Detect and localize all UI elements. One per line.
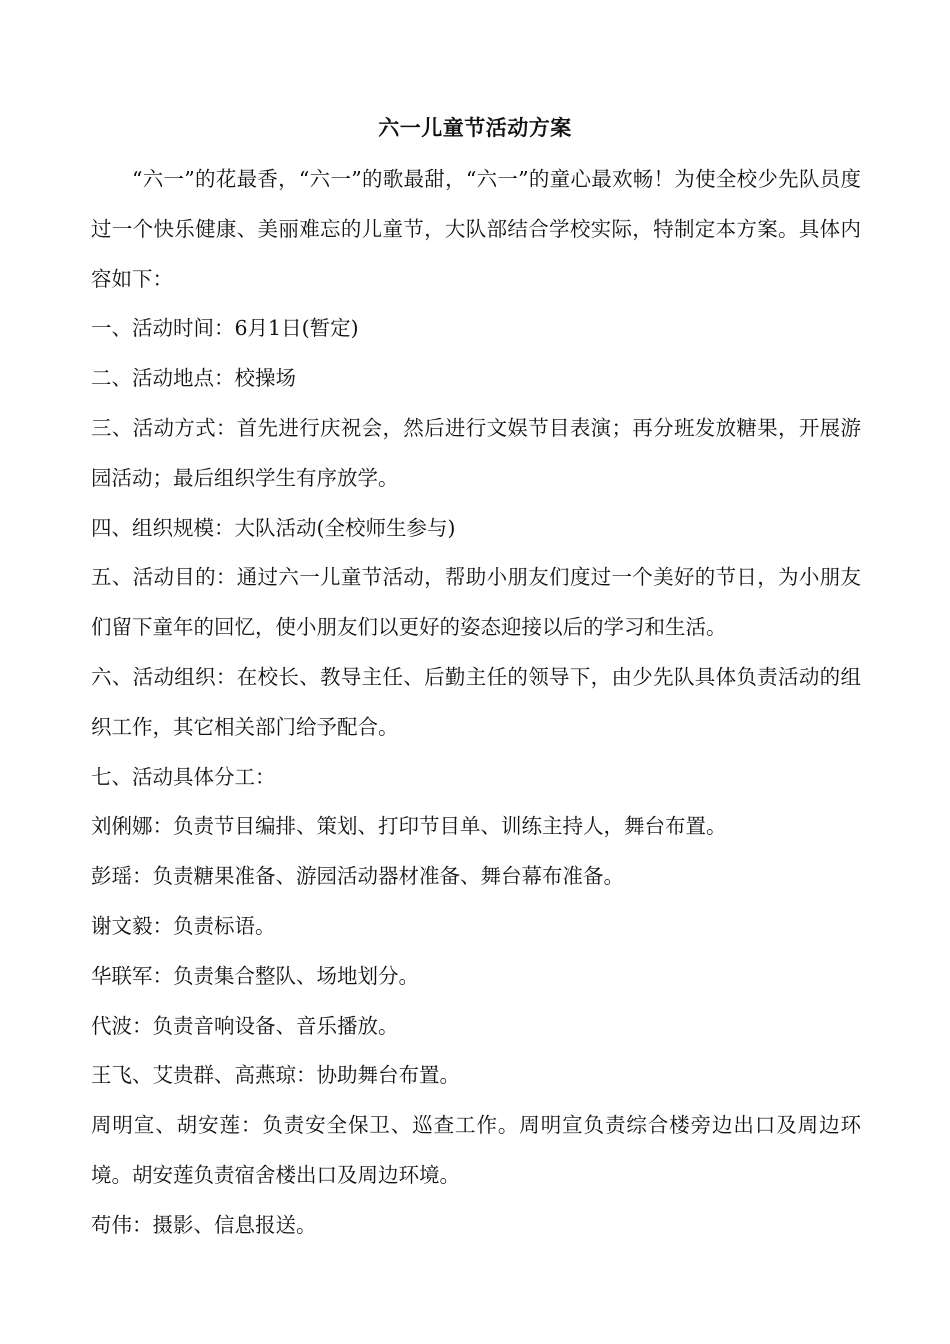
assignment-item: 谢文毅：负责标语。 xyxy=(91,913,276,938)
activity-method: 三、活动方式：首先进行庆祝会，然后进行文娱节目表演；再分班发放糖果，开展游园活动；最后组织学生有序放学。 xyxy=(91,415,861,490)
assignment-item: 华联军：负责集合整队、场地划分。 xyxy=(91,963,419,988)
document-body xyxy=(91,155,861,1251)
document-title: 六一儿童节活动方案 xyxy=(378,115,572,140)
assignment-item: 周明宣、胡安莲：负责安全保卫、巡查工作。周明宣负责综合楼旁边出口及周边环境。胡安莲负责宿舍楼出口及周边环境。 xyxy=(91,1113,861,1187)
activity-scale: 四、组织规模：大队活动(全校师生参与) xyxy=(91,515,456,540)
activity-time: 一、活动时间：6月1日(暂定) xyxy=(91,316,359,341)
activity-location: 二、活动地点：校操场 xyxy=(91,366,296,391)
assignment-item: 苟伟：摄影、信息报送。 xyxy=(91,1212,317,1237)
assignment-item: 代波：负责音响设备、音乐播放。 xyxy=(91,1013,399,1038)
assignment-item: 彭瑶：负责糖果准备、游园活动器材准备、舞台幕布准备。 xyxy=(91,864,624,889)
assignment-item: 刘俐娜：负责节目编排、策划、打印节目单、训练主持人，舞台布置。 xyxy=(91,814,727,839)
activity-purpose: 五、活动目的：通过六一儿童节活动，帮助小朋友们度过一个美好的节日，为小朋友们留下童年的回忆，使小朋友们以更好的姿态迎接以后的学习和生活。 xyxy=(91,565,861,640)
assignment-item: 王飞、艾贵群、高燕琼：协助舞台布置。 xyxy=(91,1063,460,1088)
activity-organization: 六、活动组织：在校长、教导主任、后勤主任的领导下，由少先队具体负责活动的组织工作，其它相关部门给予配合。 xyxy=(91,664,861,739)
intro-paragraph: “六一”的花最香，“六一”的歌最甜，“六一”的童心最欢畅！为使全校少先队员度过一个快乐健康、美丽难忘的儿童节，大队部结合学校实际，特制定本方案。具体内容如下： xyxy=(91,167,861,291)
division-heading: 七、活动具体分工： xyxy=(91,764,276,789)
